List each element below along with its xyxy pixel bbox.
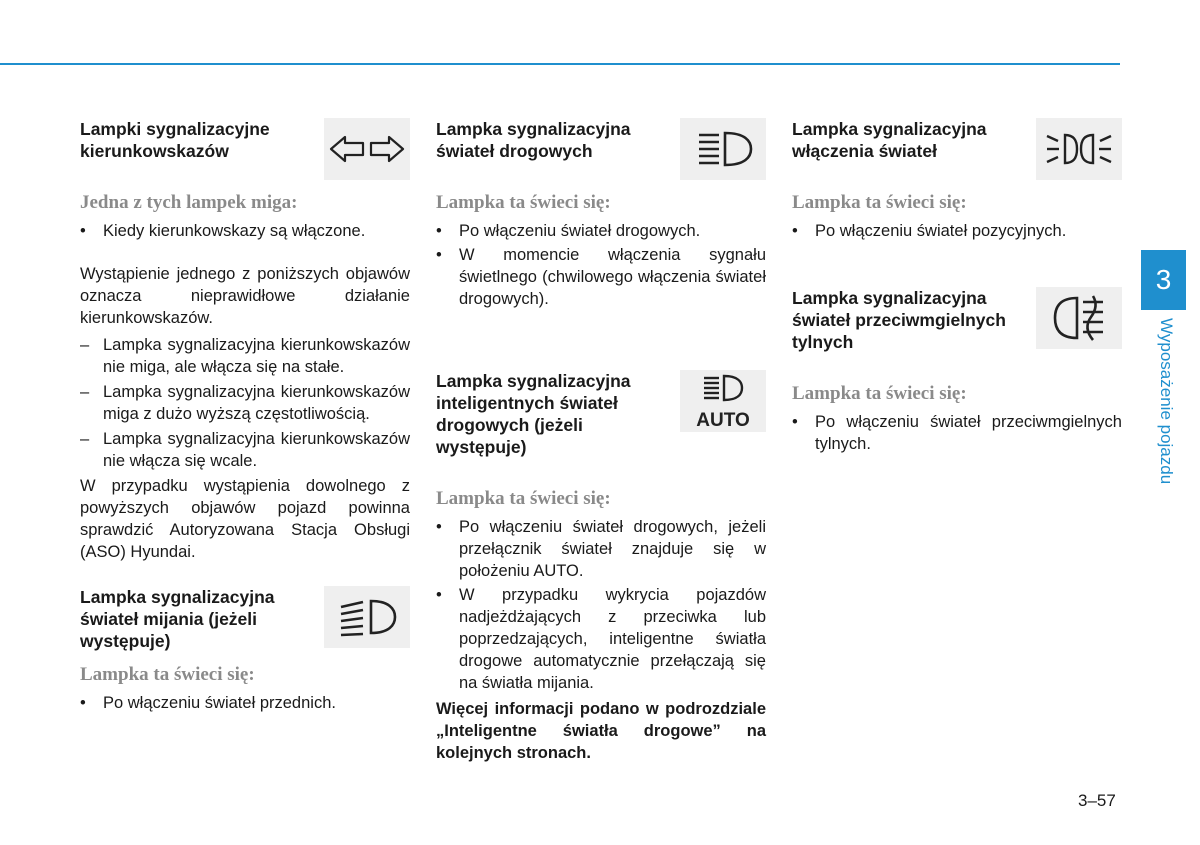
bullet-item: • W przypadku wykrycia pojazdów nadjeżdżających z przeciwka lub poprzedzających, inteligentne światła drogowe automatycznie przełączają się na światła mijania. bbox=[436, 586, 766, 692]
section-position-lights bbox=[792, 118, 1122, 242]
note: Więcej informacji podano w podrozdziale „Inteligentne światła drogowe” na kolejnych stronach. bbox=[436, 700, 766, 762]
column-2 bbox=[436, 118, 766, 764]
section-low-beam bbox=[80, 586, 410, 714]
high-beam-auto-icon bbox=[680, 370, 766, 432]
section-title: Lampka sygnalizacyjna inteligentnych świateł drogowych (jeżeli występuje) bbox=[436, 371, 631, 457]
section-title: Lampka sygnalizacyjna świateł mijania (jeżeli występuje) bbox=[80, 587, 275, 651]
section-high-beam bbox=[436, 118, 766, 310]
rear-fog-light-icon bbox=[1036, 287, 1122, 349]
bullet-item: • Kiedy kierunkowskazy są włączone. bbox=[80, 222, 366, 240]
bullet-item: • Po włączeniu świateł przeciwmgielnych tylnych. bbox=[792, 413, 1122, 453]
section-subtitle: Lampka ta świeci się: bbox=[436, 192, 611, 213]
bullet-item: • Po włączeniu świateł pozycyjnych. bbox=[792, 222, 1067, 240]
dash-item: – Lampka sygnalizacyjna kierunkowskazów nie miga, ale włącza się na stałe. bbox=[80, 336, 410, 376]
section-intelligent-high-beam bbox=[436, 370, 766, 764]
paragraph: Wystąpienie jednego z poniższych objawów oznacza nieprawidłowe działanie kierunkowskazów. bbox=[80, 265, 410, 327]
section-subtitle: Lampka ta świeci się: bbox=[792, 192, 967, 213]
auto-label: AUTO bbox=[696, 410, 750, 430]
page-number: 3–57 bbox=[1078, 791, 1116, 810]
bullet-item: • W momencie włączenia sygnału świetlnego (chwilowego włączenia świateł drogowych). bbox=[436, 246, 766, 308]
bullet-item: • Po włączeniu świateł drogowych, jeżeli przełącznik świateł znajduje się w położeniu AUTO. bbox=[436, 518, 766, 580]
section-rear-fog bbox=[792, 287, 1122, 455]
column-3 bbox=[792, 118, 1122, 457]
bullet-item: • Po włączeniu świateł przednich. bbox=[80, 694, 336, 712]
turn-signal-arrows-icon bbox=[324, 118, 410, 180]
bullet-item: • Po włączeniu świateł drogowych. bbox=[436, 222, 701, 240]
paragraph: W przypadku wystąpienia dowolnego z powyższych objawów pojazd powinna sprawdzić Autoryzowana Stacja Obsługi (ASO) Hyundai. bbox=[80, 477, 410, 561]
section-subtitle: Lampka ta świeci się: bbox=[792, 383, 967, 404]
section-title: Lampka sygnalizacyjna włączenia świateł bbox=[792, 119, 987, 161]
dash-item: – Lampka sygnalizacyjna kierunkowskazów miga z dużo wyższą częstotliwością. bbox=[80, 383, 410, 423]
chapter-tab: 3 bbox=[1141, 250, 1186, 310]
low-beam-icon bbox=[324, 586, 410, 648]
dash-item: – Lampka sygnalizacyjna kierunkowskazów nie włącza się wcale. bbox=[80, 430, 410, 470]
top-rule bbox=[0, 63, 1120, 65]
section-title: Lampki sygnalizacyjne kierunkowskazów bbox=[80, 119, 270, 161]
section-subtitle: Lampka ta świeci się: bbox=[436, 488, 611, 509]
section-title: Lampka sygnalizacyjna świateł drogowych bbox=[436, 119, 631, 161]
column-1 bbox=[80, 118, 410, 716]
high-beam-icon bbox=[680, 118, 766, 180]
section-turn-signals bbox=[80, 118, 410, 563]
chapter-title: Wyposażenie pojazdu bbox=[1157, 318, 1176, 485]
section-subtitle: Lampka ta świeci się: bbox=[80, 664, 255, 685]
section-title: Lampka sygnalizacyjna świateł przeciwmgielnych tylnych bbox=[792, 288, 1006, 352]
position-lights-icon bbox=[1036, 118, 1122, 180]
section-subtitle: Jedna z tych lampek miga: bbox=[80, 192, 298, 213]
